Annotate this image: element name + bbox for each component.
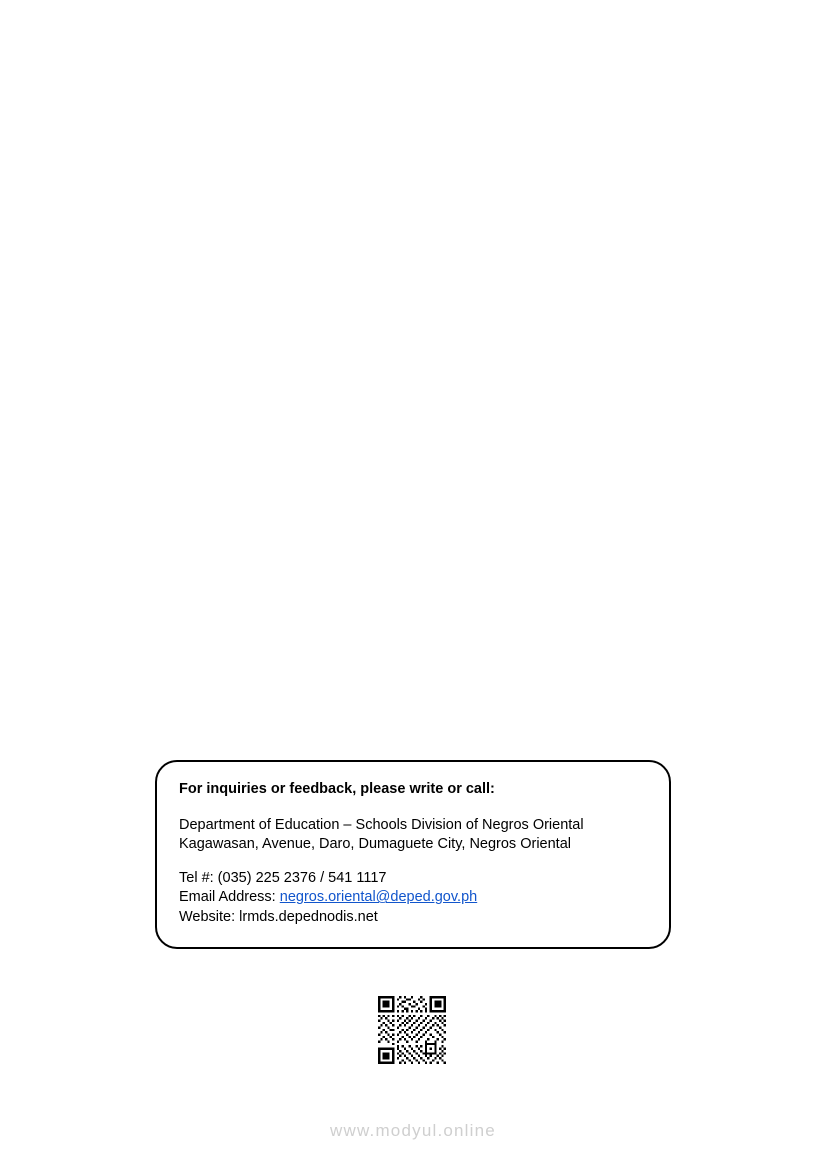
email-label: Email Address: bbox=[179, 889, 280, 906]
telephone-line: Tel #: (035) 225 2376 / 541 1117 bbox=[179, 869, 387, 886]
email-link[interactable]: negros.oriental@deped.gov.ph bbox=[279, 889, 478, 906]
watermark: www.modyul.online bbox=[330, 1121, 496, 1140]
qr-code-icon bbox=[378, 996, 446, 1064]
inquiry-heading: For inquiries or feedback, please write or call: bbox=[179, 781, 495, 797]
department-line: Department of Education – Schools Division of Negros Oriental bbox=[179, 816, 584, 833]
email-line bbox=[179, 888, 647, 908]
address-line: Kagawasan, Avenue, Daro, Dumaguete City, Negros Oriental bbox=[179, 836, 571, 853]
website-line: Website: lrmds.depednodis.net bbox=[179, 908, 378, 925]
spacer bbox=[179, 855, 647, 869]
inquiry-box bbox=[155, 760, 671, 949]
